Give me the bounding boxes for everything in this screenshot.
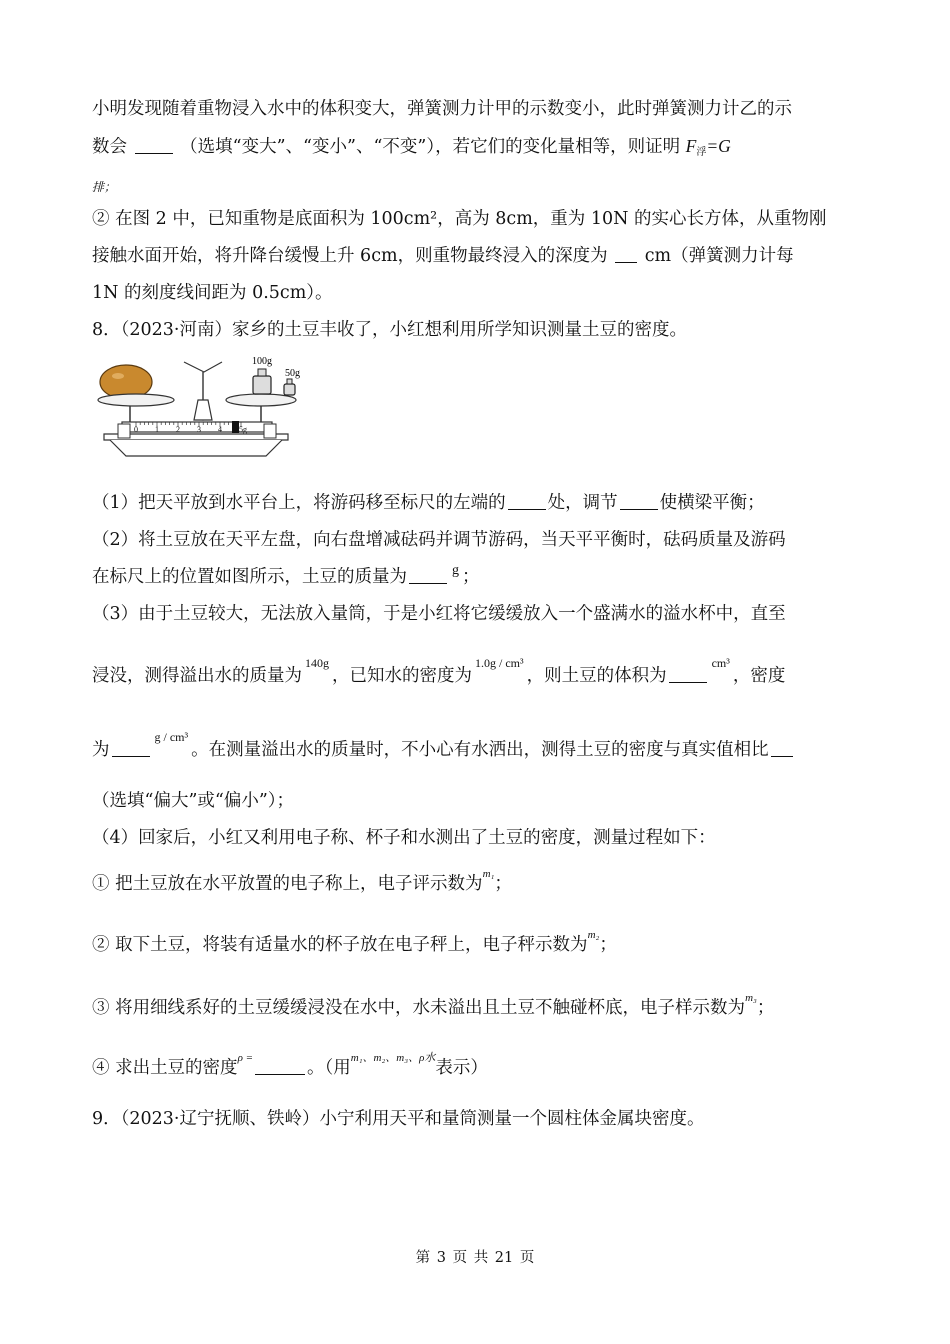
- weight-50g: [284, 384, 295, 395]
- step-2: ② 取下土豆，将装有适量水的杯子放在电子秤上，电子秤示数为$^{m_2}$；: [92, 929, 617, 955]
- text-line: （2）将土豆放在天平左盘，向右盘增减砝码并调节游码，当天平平衡时，砝码质量及游码: [92, 530, 786, 550]
- text-line: 为$^{g / cm^3}$。在测量溢出水的质量时，不小心有水洒出，测得土豆的密度与真实值相比: [92, 738, 795, 763]
- text-line: 1N 的刻度线间距为 0.5cm）。: [92, 283, 333, 303]
- answer-blank[interactable]: [135, 136, 173, 154]
- text-line: （4）回家后，小红又利用电子称、杯子和水测出了土豆的密度，测量过程如下：: [92, 828, 716, 848]
- answer-blank[interactable]: [669, 665, 707, 683]
- text-line: （3）由于土豆较大，无法放入量筒，于是小红将它缓缓放入一个盛满水的溢水杯中，直至: [92, 604, 786, 624]
- label-50g: 50g: [285, 368, 300, 379]
- buoyancy-symbol: F: [685, 136, 697, 156]
- scale-label: 3: [197, 425, 201, 434]
- scale-label: 5g: [239, 425, 247, 434]
- answer-blank[interactable]: [409, 566, 447, 584]
- total-pages: 21: [494, 1250, 514, 1266]
- page-footer: 第 3 页 共 21 页: [415, 1250, 535, 1266]
- text-line: ② 在图 2 中，已知重物是底面积为 100cm²，高为 8cm，重为 10N 的实心长方体，从重物刚: [92, 209, 827, 229]
- question-header: 9．（2023·辽宁抚顺、铁岭）小宁利用天平和量筒测量一个圆柱体金属块密度。: [92, 1109, 705, 1129]
- balance-figure: [96, 352, 300, 462]
- text-line: 在标尺上的位置如图所示，土豆的质量为 $^g$ ；: [92, 563, 480, 587]
- right-pan: [226, 394, 296, 406]
- step-4: ④ 求出土豆的密度$^{\rho =}$ 。（用$^{m_1、m_2、m_3、\rho 水}$表示）: [92, 1052, 488, 1078]
- page-number: 3: [436, 1250, 446, 1266]
- answer-blank[interactable]: [112, 739, 150, 757]
- text-line: 浸没，测得溢出水的质量为$^{140g}$，已知水的密度为$^{1.0g / cm^3}$，则土豆的体积为$^{cm^3}$，密度: [92, 656, 786, 686]
- scale-label: 1: [155, 425, 159, 434]
- weight-100g: [253, 376, 271, 394]
- scale-label: 2: [176, 425, 180, 434]
- answer-blank[interactable]: [255, 1057, 305, 1075]
- answer-blank[interactable]: [771, 739, 793, 757]
- left-pan: [98, 394, 174, 406]
- answer-blank[interactable]: [508, 492, 546, 510]
- question-header: 8．（2023·河南）家乡的土豆丰收了，小红想利用所学知识测量土豆的密度。: [92, 320, 687, 340]
- text-line: 排；: [92, 180, 117, 194]
- step-1: ① 把土豆放在水平放置的电子称上，电子评示数为$^{m_1}$；: [92, 868, 512, 894]
- answer-blank[interactable]: [615, 245, 637, 263]
- label-100g: 100g: [252, 356, 272, 367]
- text-line: （选填“偏大”或“偏小”）；: [92, 791, 295, 811]
- answer-blank[interactable]: [620, 492, 658, 510]
- step-3: ③ 将用细线系好的土豆缓缓浸没在水中，水未溢出且土豆不触碰杯底，电子样示数为$^{m_3}$；: [92, 992, 775, 1018]
- text-line: （1）把天平放到水平台上，将游码移至标尺的左端的 处，调节 使横梁平衡；: [92, 493, 765, 513]
- scale-label: 4: [218, 425, 222, 434]
- text-line: 接触水面开始，将升降台缓慢上升 6cm，则重物最终浸入的深度为 cm（弹簧测力计每: [92, 246, 794, 266]
- text-line: 数会 （选填“变大”、“变小”、“不变”），若它们的变化量相等，则证明 F浮=G: [92, 136, 731, 158]
- text-line: 小明发现随着重物浸入水中的体积变大，弹簧测力计甲的示数变小，此时弹簧测力计乙的示: [92, 99, 792, 119]
- scale-label: 0: [134, 425, 138, 434]
- rider: [232, 421, 239, 433]
